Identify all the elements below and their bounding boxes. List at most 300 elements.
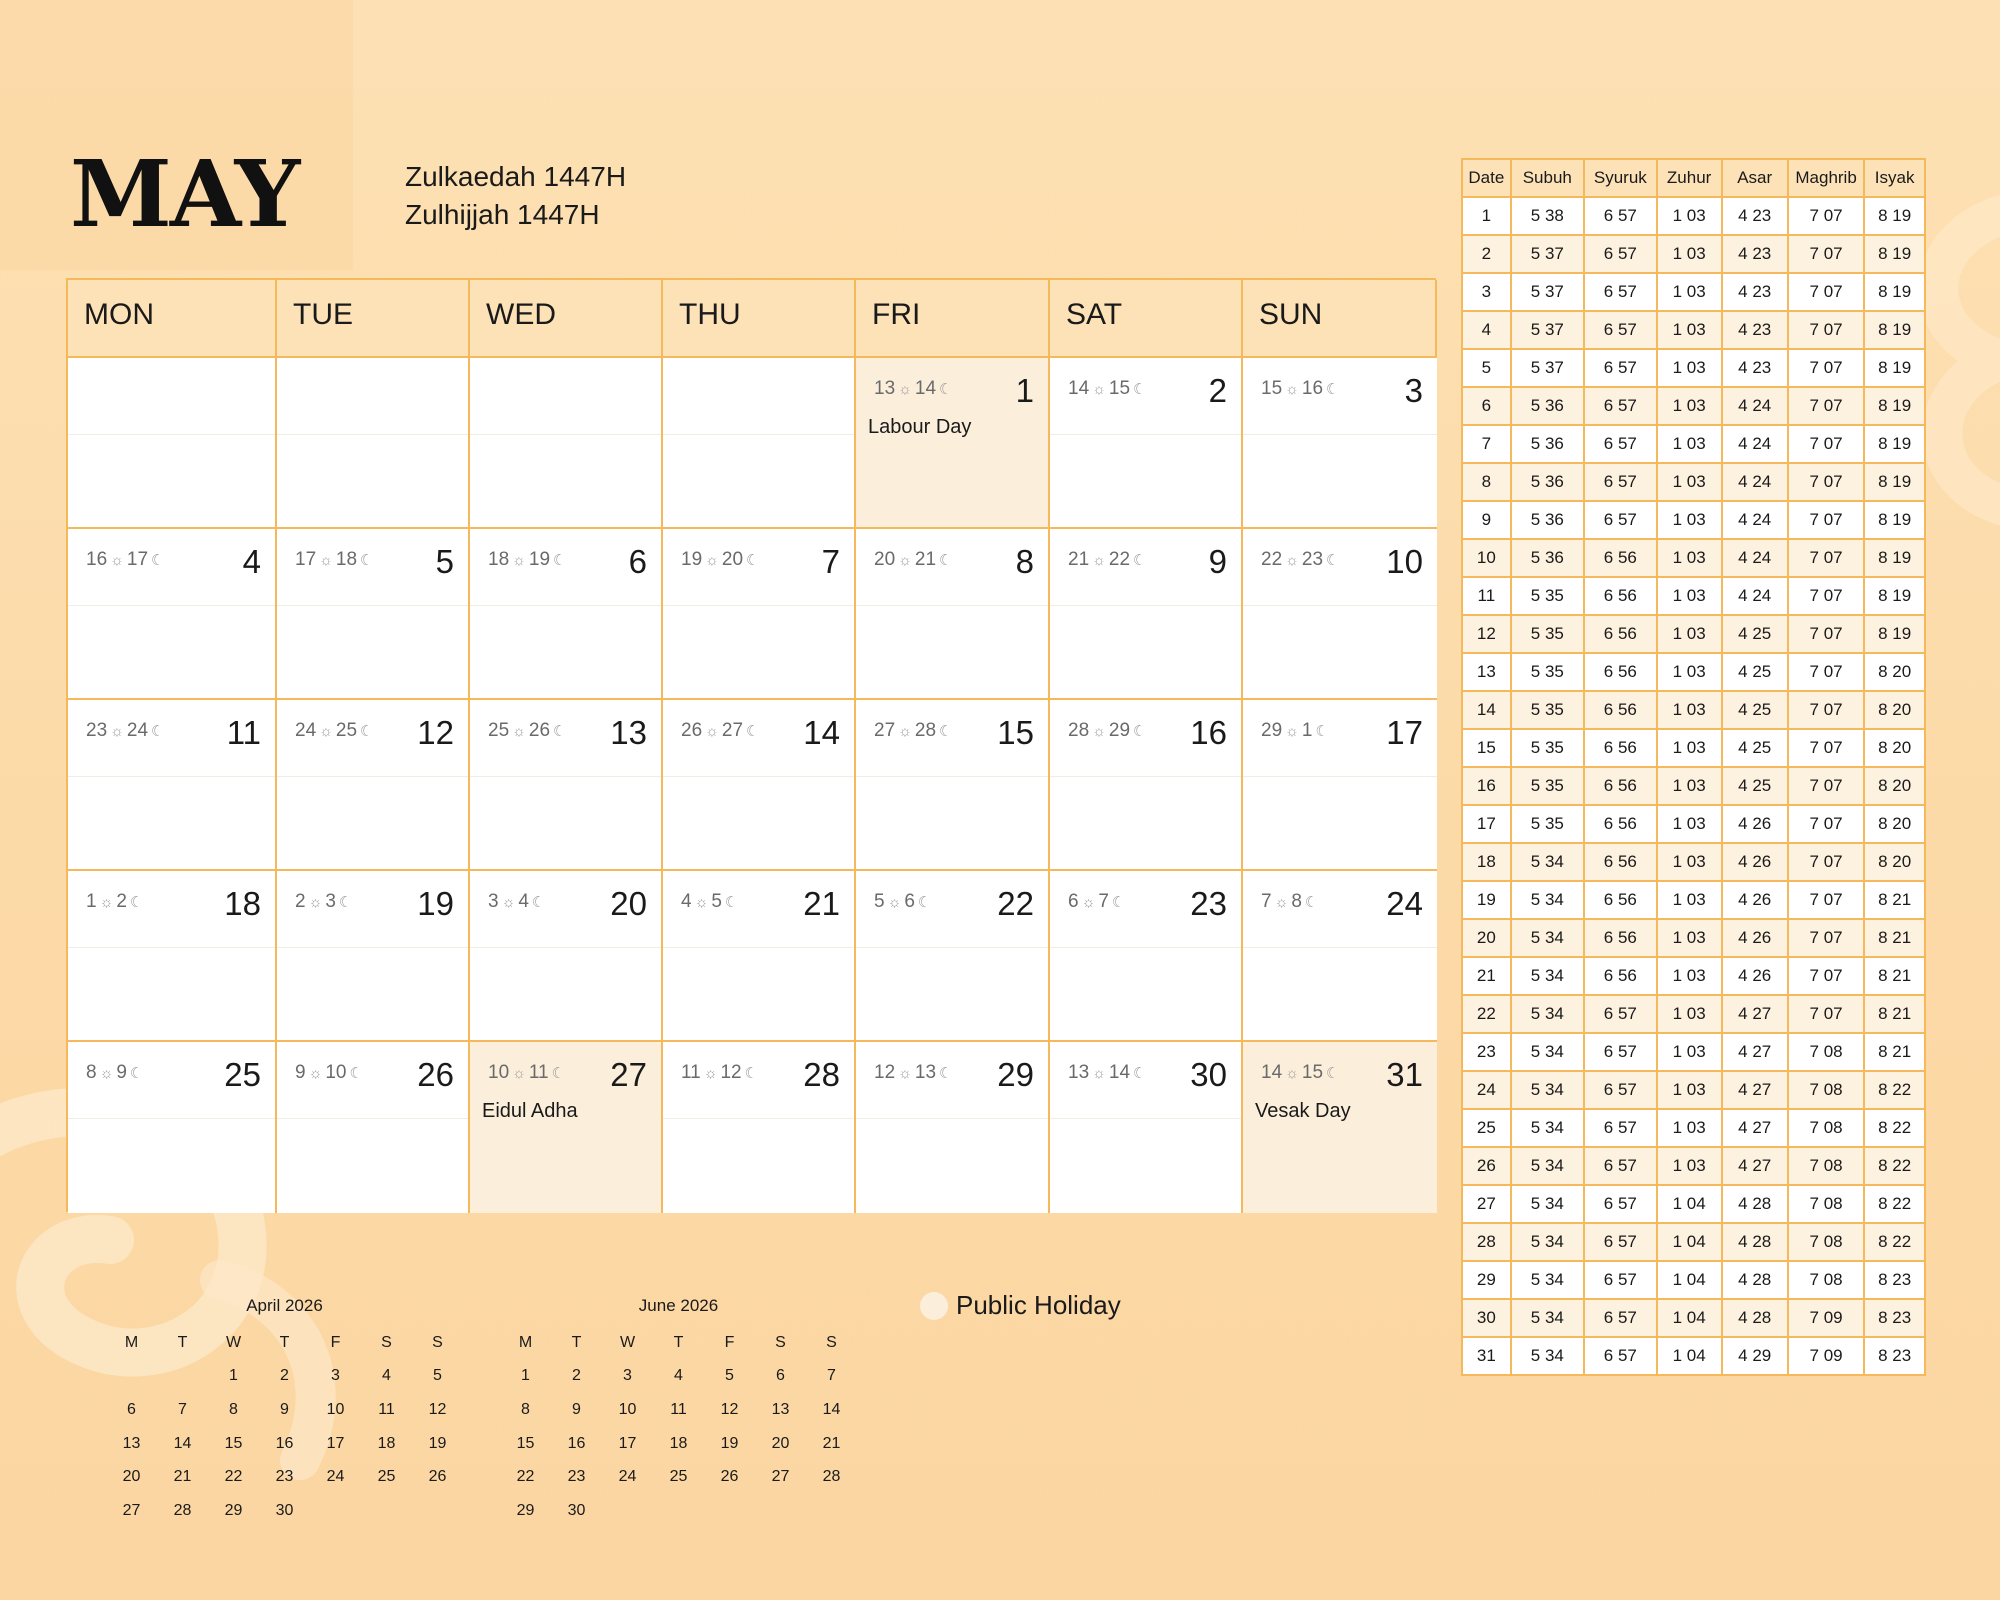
prayer-cell: 5 35 [1511,767,1584,805]
hijri-date-1: 12 [874,1062,896,1083]
prayer-column-header: Date [1462,159,1511,197]
hijri-dates [1068,720,1149,742]
moon-icon: ☾ [1133,723,1147,740]
mini-day: 18 [669,1434,688,1452]
moon-icon: ☾ [917,894,932,911]
prayer-cell: 8 19 [1864,235,1925,273]
day-number: 15 [997,714,1034,751]
mini-day: 27 [122,1501,141,1519]
prayer-cell: 1 03 [1657,1147,1722,1185]
mini-day: 25 [669,1468,688,1486]
prayer-cell: 8 20 [1864,805,1925,843]
hijri-dates [295,1062,366,1084]
prayer-times-table [1461,158,1926,1376]
sun-icon: ☼ [898,1065,912,1082]
prayer-cell: 1 03 [1657,1033,1722,1071]
day-number: 11 [226,714,261,751]
prayer-cell: 1 03 [1657,881,1722,919]
prayer-cell: 1 04 [1657,1337,1722,1375]
mini-day: 13 [771,1400,790,1418]
empty-cell [277,358,470,529]
sun-icon: ☼ [99,1065,114,1082]
weekday-header: FRI [856,280,1050,358]
prayer-cell: 12 [1462,615,1511,653]
holiday-name: Eidul Adha [482,1100,578,1122]
mini-day: 26 [428,1468,447,1486]
prayer-cell: 4 25 [1722,615,1788,653]
cell-divider [1243,434,1437,435]
hijri-dates [1068,549,1149,571]
hijri-date-2: 5 [711,891,722,912]
mini-weekday: W [225,1333,242,1351]
prayer-cell: 7 08 [1788,1261,1864,1299]
cell-divider [277,605,468,606]
prayer-cell: 4 24 [1722,425,1788,463]
legend [920,1290,1121,1321]
cell-divider [663,947,854,948]
moon-icon: ☾ [939,552,953,569]
prayer-cell: 4 24 [1722,539,1788,577]
cell-divider [68,605,275,606]
mini-day [412,1494,463,1528]
prayer-cell: 4 24 [1722,577,1788,615]
prayer-cell: 6 56 [1584,615,1657,653]
prayer-cell: 6 57 [1584,1033,1657,1071]
prayer-cell: 11 [1462,577,1511,615]
prayer-cell: 1 03 [1657,995,1722,1033]
sun-icon: ☼ [110,723,124,740]
sun-icon: ☼ [898,723,912,740]
day-number: 21 [803,885,840,922]
prayer-cell: 6 56 [1584,767,1657,805]
prayer-row [1462,387,1925,425]
mini-day: 4 [382,1367,391,1385]
mini-day: 1 [229,1367,238,1385]
prayer-cell: 4 25 [1722,653,1788,691]
hijri-dates [1261,549,1342,571]
prayer-cell: 8 19 [1864,425,1925,463]
mini-weekday: S [826,1333,837,1351]
day-cell [856,700,1050,871]
weekday-header: THU [663,280,856,358]
hijri-date-1: 28 [1068,720,1090,741]
prayer-cell: 4 27 [1722,995,1788,1033]
cell-divider [277,1118,468,1119]
prayer-cell: 1 03 [1657,235,1722,273]
prayer-row [1462,197,1925,235]
hijri-date-2: 22 [1108,549,1131,570]
hijri-dates [488,1062,568,1084]
cell-divider [663,776,854,777]
mini-day: 30 [567,1501,586,1519]
prayer-cell: 6 56 [1584,919,1657,957]
cell-divider [277,947,468,948]
moon-icon: ☾ [744,1065,759,1082]
prayer-cell: 17 [1462,805,1511,843]
mini-day: 2 [280,1367,289,1385]
prayer-cell: 5 35 [1511,577,1584,615]
hijri-date-2: 4 [518,891,529,912]
day-number: 2 [1208,372,1227,409]
cell-divider [277,434,468,435]
prayer-cell: 8 19 [1864,577,1925,615]
hijri-date-2: 14 [1108,1062,1131,1083]
prayer-cell: 6 56 [1584,881,1657,919]
cell-divider [1050,947,1241,948]
day-cell [1243,871,1437,1042]
hijri-dates [874,549,955,571]
mini-day: 5 [433,1367,442,1385]
cell-divider [1050,1118,1241,1119]
prayer-cell: 4 26 [1722,919,1788,957]
prayer-cell: 8 20 [1864,729,1925,767]
prayer-cell: 18 [1462,843,1511,881]
moon-icon: ☾ [360,552,374,569]
moon-icon: ☾ [553,552,567,569]
hijri-dates [86,549,167,571]
prayer-cell: 5 37 [1511,311,1584,349]
hijri-date-2: 2 [116,891,127,912]
prayer-cell: 6 56 [1584,653,1657,691]
mini-day: 19 [720,1434,739,1452]
hijri-dates [86,891,146,913]
prayer-row [1462,425,1925,463]
hijri-date-2: 17 [126,549,149,570]
sun-icon: ☼ [1081,894,1096,911]
prayer-cell: 5 34 [1511,1071,1584,1109]
prayer-cell: 6 56 [1584,805,1657,843]
day-number: 16 [1190,714,1227,751]
hijri-date-1: 18 [488,549,510,570]
prayer-cell: 4 24 [1722,387,1788,425]
mini-day: 8 [229,1400,238,1418]
prayer-cell: 4 27 [1722,1071,1788,1109]
hijri-dates [681,720,762,742]
prayer-row [1462,767,1925,805]
sun-icon: ☼ [898,381,912,398]
cell-divider [68,947,275,948]
prayer-cell: 1 [1462,197,1511,235]
prayer-cell: 3 [1462,273,1511,311]
cell-divider [1050,776,1241,777]
moon-icon: ☾ [1326,1065,1340,1082]
moon-icon: ☾ [939,1065,953,1082]
prayer-cell: 1 03 [1657,691,1722,729]
day-number: 18 [224,885,261,922]
prayer-cell: 8 21 [1864,957,1925,995]
hijri-date-1: 8 [86,1062,97,1083]
day-number: 7 [821,543,840,580]
prayer-row [1462,1147,1925,1185]
prayer-cell: 25 [1462,1109,1511,1147]
sun-icon: ☼ [887,894,902,911]
weekday-header: SUN [1243,280,1437,358]
day-cell [277,700,470,871]
mini-day: 30 [275,1501,294,1519]
hijri-dates [1068,891,1128,913]
prayer-cell: 29 [1462,1261,1511,1299]
mini-weekday: S [381,1333,392,1351]
prayer-cell: 4 26 [1722,805,1788,843]
day-number: 5 [435,543,454,580]
day-cell [470,529,663,700]
hijri-date-2: 19 [528,549,551,570]
prayer-cell: 6 56 [1584,843,1657,881]
mini-weekday: T [279,1333,290,1351]
day-number: 30 [1190,1056,1227,1093]
moon-icon: ☾ [1315,723,1329,740]
day-cell [1243,529,1437,700]
prayer-cell: 27 [1462,1185,1511,1223]
cell-divider [856,605,1048,606]
prayer-cell: 8 21 [1864,919,1925,957]
mini-weekday: F [330,1333,341,1351]
sun-icon: ☼ [99,894,114,911]
prayer-cell: 8 22 [1864,1185,1925,1223]
day-number: 10 [1386,543,1423,580]
day-number: 24 [1386,885,1423,922]
sun-icon: ☼ [1092,723,1106,740]
hijri-dates [295,720,376,742]
day-number: 28 [803,1056,840,1093]
hijri-date-1: 15 [1261,378,1283,399]
hijri-date-2: 18 [335,549,358,570]
day-cell [1243,1042,1437,1213]
mini-day: 22 [224,1468,243,1486]
prayer-cell: 8 19 [1864,539,1925,577]
mini-calendar-june [500,1296,857,1528]
prayer-row [1462,273,1925,311]
mini-day: 6 [127,1400,136,1418]
prayer-cell: 7 07 [1788,349,1864,387]
sun-icon: ☼ [308,1065,323,1082]
day-cell [1050,871,1243,1042]
prayer-cell: 5 34 [1511,1223,1584,1261]
moon-icon: ☾ [349,1065,363,1082]
prayer-cell: 4 28 [1722,1261,1788,1299]
prayer-cell: 5 35 [1511,805,1584,843]
mini-day: 8 [521,1400,530,1418]
prayer-cell: 8 19 [1864,463,1925,501]
mini-calendar-title: April 2026 [246,1296,323,1315]
hijri-date-2: 21 [914,549,937,570]
day-number: 27 [610,1056,647,1093]
hijri-dates [681,891,741,913]
hijri-date-2: 27 [721,720,744,741]
prayer-column-header: Asar [1722,159,1788,197]
prayer-cell: 4 [1462,311,1511,349]
prayer-cell: 8 19 [1864,273,1925,311]
cell-divider [856,776,1048,777]
hijri-date-1: 22 [1261,549,1283,570]
prayer-row [1462,577,1925,615]
mini-weekday: T [673,1333,684,1351]
day-cell [277,529,470,700]
hijri-date-2: 20 [721,549,744,570]
moon-icon: ☾ [1304,894,1319,911]
day-number: 25 [224,1056,261,1093]
mini-day: 29 [516,1501,535,1519]
prayer-cell: 7 07 [1788,957,1864,995]
mini-day: 28 [822,1468,841,1486]
prayer-cell: 8 19 [1864,349,1925,387]
prayer-row [1462,653,1925,691]
prayer-cell: 4 25 [1722,729,1788,767]
mini-day: 6 [776,1367,785,1385]
mini-calendar-table [500,1326,857,1528]
day-cell [663,700,856,871]
hijri-dates [874,1062,955,1084]
mini-weekday: S [775,1333,786,1351]
hijri-date-1: 4 [681,891,692,912]
prayer-cell: 8 21 [1864,1033,1925,1071]
prayer-cell: 1 03 [1657,729,1722,767]
day-cell [1243,358,1437,529]
prayer-cell: 5 35 [1511,729,1584,767]
mini-day: 23 [275,1468,294,1486]
day-number: 22 [997,885,1034,922]
cell-divider [663,605,854,606]
prayer-cell: 7 08 [1788,1147,1864,1185]
mini-day: 7 [178,1400,187,1418]
hijri-date-1: 29 [1261,720,1283,741]
prayer-cell: 7 07 [1788,653,1864,691]
mini-calendar-april [106,1296,463,1528]
cell-divider [1050,605,1241,606]
prayer-cell: 6 56 [1584,691,1657,729]
moon-icon: ☾ [1133,552,1147,569]
prayer-cell: 7 08 [1788,1033,1864,1071]
prayer-cell: 8 19 [1864,197,1925,235]
day-cell [1050,1042,1243,1213]
hijri-dates [86,720,167,742]
prayer-cell: 7 07 [1788,197,1864,235]
prayer-cell: 5 34 [1511,1185,1584,1223]
prayer-cell: 6 56 [1584,539,1657,577]
prayer-cell: 5 36 [1511,463,1584,501]
prayer-cell: 4 28 [1722,1223,1788,1261]
prayer-cell: 5 34 [1511,881,1584,919]
prayer-cell: 7 07 [1788,729,1864,767]
hijri-date-1: 9 [295,1062,306,1083]
prayer-cell: 1 03 [1657,387,1722,425]
prayer-cell: 9 [1462,501,1511,539]
day-cell [68,529,277,700]
prayer-cell: 5 34 [1511,957,1584,995]
prayer-cell: 5 [1462,349,1511,387]
mini-day [157,1360,208,1394]
prayer-cell: 31 [1462,1337,1511,1375]
prayer-cell: 5 34 [1511,1261,1584,1299]
mini-day [755,1494,806,1528]
prayer-column-header: Isyak [1864,159,1925,197]
sun-icon: ☼ [319,723,333,740]
hijri-date-2: 1 [1301,720,1313,741]
day-number: 14 [803,714,840,751]
prayer-cell: 7 07 [1788,501,1864,539]
mini-weekday: T [177,1333,188,1351]
hijri-date-2: 10 [325,1062,347,1083]
prayer-cell: 7 08 [1788,1071,1864,1109]
mini-day [106,1360,157,1394]
prayer-cell: 6 57 [1584,273,1657,311]
prayer-cell: 6 57 [1584,1071,1657,1109]
prayer-cell: 8 23 [1864,1261,1925,1299]
prayer-cell: 7 07 [1788,995,1864,1033]
sun-icon: ☼ [308,894,323,911]
prayer-row [1462,691,1925,729]
hijri-dates [488,720,569,742]
mini-day: 21 [822,1434,841,1452]
prayer-cell: 4 23 [1722,273,1788,311]
prayer-cell: 10 [1462,539,1511,577]
prayer-cell: 1 03 [1657,957,1722,995]
prayer-row [1462,995,1925,1033]
hijri-date-2: 8 [1291,891,1302,912]
sun-icon: ☼ [319,552,333,569]
cell-divider [470,776,661,777]
day-cell [470,700,663,871]
prayer-cell: 21 [1462,957,1511,995]
prayer-cell: 1 04 [1657,1261,1722,1299]
hijri-date-1: 1 [86,891,97,912]
prayer-cell: 8 20 [1864,843,1925,881]
prayer-cell: 7 09 [1788,1299,1864,1337]
mini-day: 25 [377,1468,396,1486]
prayer-cell: 6 57 [1584,311,1657,349]
moon-icon: ☾ [746,552,760,569]
day-cell [470,871,663,1042]
cell-divider [1243,947,1437,948]
prayer-cell: 7 07 [1788,615,1864,653]
mini-day: 2 [572,1367,581,1385]
cell-divider [68,1118,275,1119]
prayer-cell: 8 22 [1864,1071,1925,1109]
prayer-cell: 6 57 [1584,1185,1657,1223]
prayer-cell: 4 26 [1722,957,1788,995]
prayer-cell: 6 57 [1584,349,1657,387]
empty-cell [68,358,277,529]
prayer-cell: 1 04 [1657,1299,1722,1337]
mini-day: 17 [326,1434,345,1452]
prayer-cell: 6 57 [1584,1337,1657,1375]
mini-day: 18 [377,1434,396,1452]
cell-divider [1243,776,1437,777]
mini-day: 26 [720,1468,739,1486]
cell-divider [1243,605,1437,606]
prayer-cell: 7 07 [1788,767,1864,805]
mini-day: 13 [122,1434,141,1452]
mini-day [310,1494,361,1528]
moon-icon: ☾ [129,894,144,911]
prayer-cell: 1 03 [1657,425,1722,463]
mini-day: 14 [822,1400,841,1418]
moon-icon: ☾ [939,381,953,398]
prayer-row [1462,1185,1925,1223]
mini-day: 17 [618,1434,637,1452]
day-cell [663,1042,856,1213]
moon-icon: ☾ [724,894,739,911]
prayer-cell: 5 34 [1511,1033,1584,1071]
prayer-cell: 7 07 [1788,387,1864,425]
mini-day: 15 [516,1434,535,1452]
prayer-cell: 4 23 [1722,197,1788,235]
hijri-date-1: 5 [874,891,885,912]
mini-day: 7 [827,1367,836,1385]
hijri-date-1: 23 [86,720,108,741]
cell-divider [856,947,1048,948]
moon-icon: ☾ [746,723,760,740]
